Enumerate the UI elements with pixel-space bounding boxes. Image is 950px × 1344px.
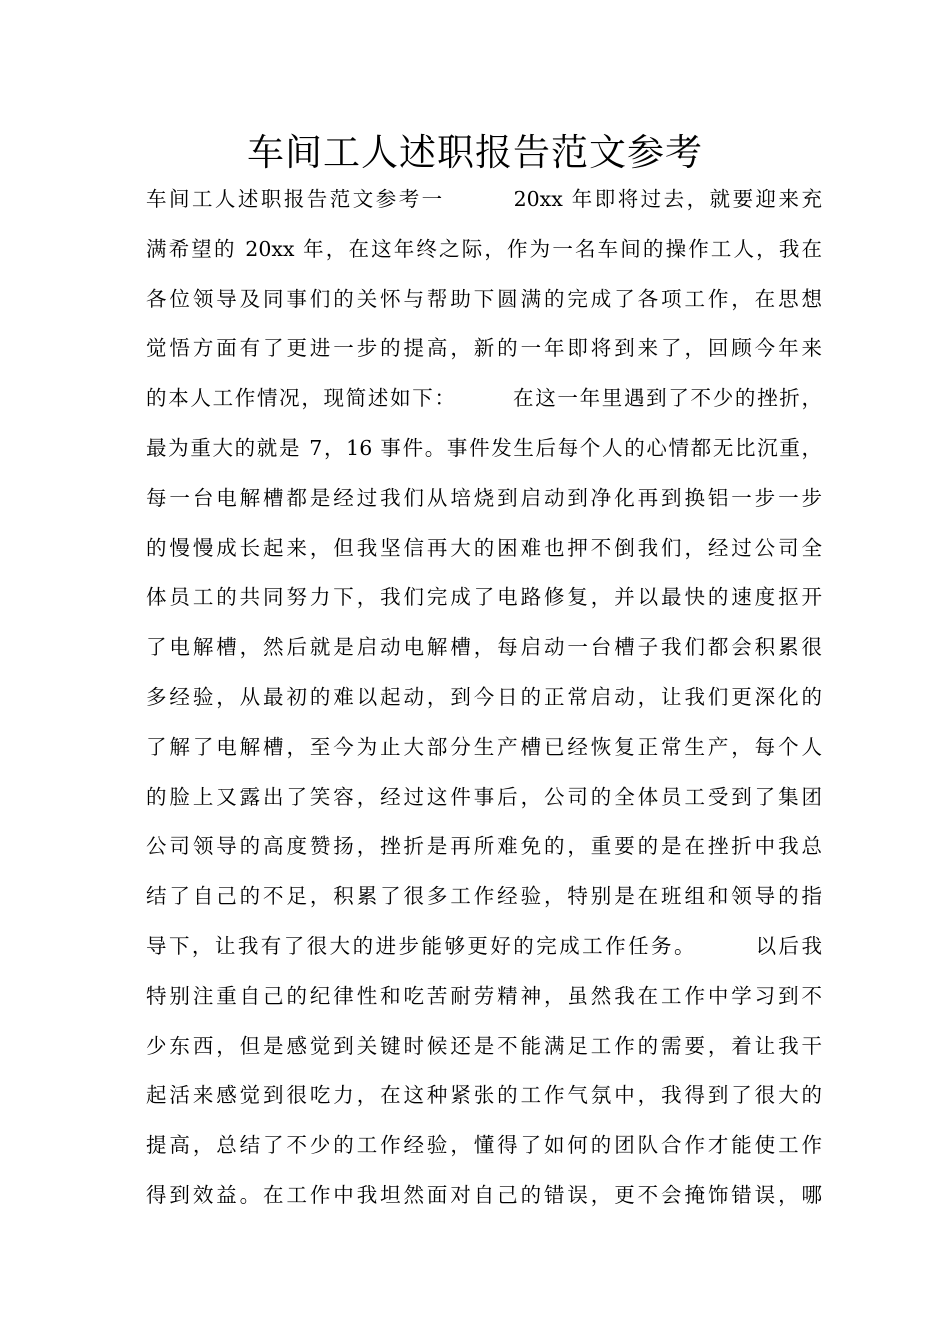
body-line-12: 了解了电解槽，至今为止大部分生产槽已经恢复正常生产，每个人 (146, 734, 822, 759)
body-line-13: 的脸上又露出了笑容，经过这件事后，公司的全体员工受到了集团 (146, 784, 822, 809)
body-line-18: 少东西，但是感觉到关键时候还是不能满足工作的需要，着让我干 (146, 1033, 822, 1058)
body-line-2: 满希望的 20xx 年，在这年终之际，作为一名车间的操作工人，我在 (146, 236, 822, 261)
body-line-1: 车间工人述职报告范文参考一 20xx 年即将过去，就要迎来充 (146, 187, 822, 211)
body-line-20: 提高，总结了不少的工作经验，懂得了如何的团队合作才能使工作 (146, 1133, 822, 1158)
body-line-15: 结了自己的不足，积累了很多工作经验，特别是在班组和领导的指 (146, 884, 822, 909)
body-line-16: 导下，让我有了很大的进步能够更好的完成工作任务。 以后我 (146, 933, 822, 958)
body-line-10: 了电解槽，然后就是启动电解槽，每启动一台槽子我们都会积累很 (146, 635, 822, 660)
body-line-21: 得到效益。在工作中我坦然面对自己的错误，更不会掩饰错误，哪 (146, 1182, 822, 1207)
body-line-9: 体员工的共同努力下，我们完成了电路修复，并以最快的速度抠开 (146, 585, 822, 610)
body-line-4: 觉悟方面有了更进一步的提高，新的一年即将到来了，回顾今年来 (146, 336, 822, 361)
body-line-3: 各位领导及同事们的关怀与帮助下圆满的完成了各项工作，在思想 (146, 286, 822, 311)
body-line-6: 最为重大的就是 7，16 事件。事件发生后每个人的心情都无比沉重， (146, 435, 822, 460)
body-line-5: 的本人工作情况，现简述如下： 在这一年里遇到了不少的挫折， (146, 386, 822, 411)
body-line-11: 多经验，从最初的难以起动，到今日的正常启动，让我们更深化的 (146, 684, 822, 709)
body-line-19: 起活来感觉到很吃力，在这种紧张的工作气氛中，我得到了很大的 (146, 1083, 822, 1108)
document-title: 车间工人述职报告范文参考 (247, 131, 703, 174)
body-line-17: 特别注重自己的纪律性和吃苦耐劳精神，虽然我在工作中学习到不 (146, 983, 822, 1008)
body-line-7: 每一台电解槽都是经过我们从培烧到启动到净化再到换铝一步一步 (146, 485, 822, 510)
body-line-8: 的慢慢成长起来，但我坚信再大的困难也押不倒我们，经过公司全 (146, 535, 822, 560)
document-body (146, 175, 822, 1221)
body-line-14: 公司领导的高度赞扬，挫折是再所难免的，重要的是在挫折中我总 (146, 834, 822, 859)
